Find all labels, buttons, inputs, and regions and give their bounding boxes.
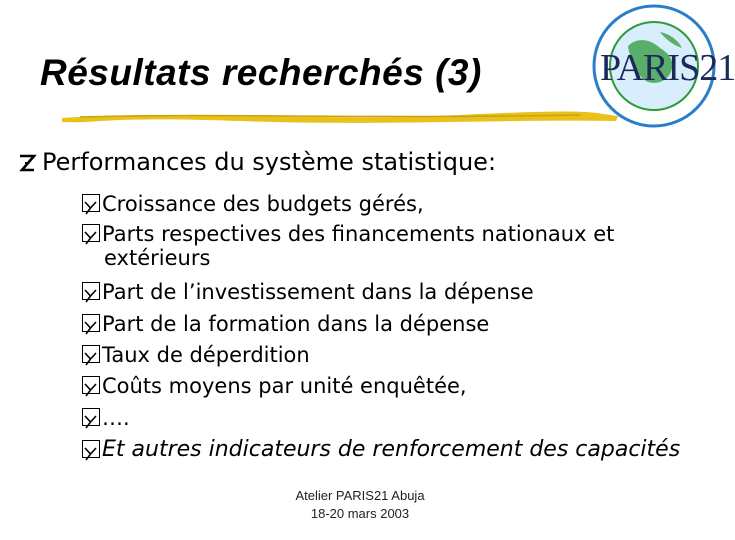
list-item <box>82 341 310 368</box>
y-bullet-icon <box>82 224 100 242</box>
heading-bullet <box>18 148 496 176</box>
list-item-text: Parts respectives des financements nationaux et <box>102 222 615 246</box>
y-bullet-icon <box>82 440 100 458</box>
list-item-text: Croissance des budgets gérés, <box>102 192 424 216</box>
list-item <box>82 372 467 399</box>
list-item-text: Part de l’investissement dans la dépense <box>102 280 534 304</box>
y-bullet-icon <box>82 282 100 300</box>
footer-line-2: 18-20 mars 2003 <box>310 506 410 521</box>
y-bullet-icon <box>82 194 100 212</box>
slide-title: Résultats recherchés (3) <box>40 52 482 93</box>
list-item-text: Taux de déperdition <box>102 343 310 367</box>
list-item-text: Part de la formation dans la dépense <box>102 312 490 336</box>
footer-line-1: Atelier PARIS21 Abuja <box>295 488 425 503</box>
y-bullet-icon <box>82 408 100 426</box>
list-item <box>82 190 424 217</box>
list-item <box>82 436 680 463</box>
logo-wordmark: PARIS21 <box>600 47 735 89</box>
list-item-text: …. <box>102 406 130 430</box>
list-item <box>82 404 130 431</box>
z-bullet-icon <box>18 153 36 173</box>
list-item <box>82 278 534 305</box>
list-item <box>82 310 489 337</box>
list-item-text: Et autres indicateurs de renforcement des capacités <box>102 437 681 462</box>
y-bullet-icon <box>82 376 100 394</box>
heading-text: Performances du système statistique: <box>42 148 497 176</box>
list-item-continuation: extérieurs <box>104 246 211 270</box>
y-bullet-icon <box>82 314 100 332</box>
list-item <box>82 220 614 247</box>
list-item-text: Coûts moyens par unité enquêtée, <box>102 374 467 398</box>
y-bullet-icon <box>82 345 100 363</box>
